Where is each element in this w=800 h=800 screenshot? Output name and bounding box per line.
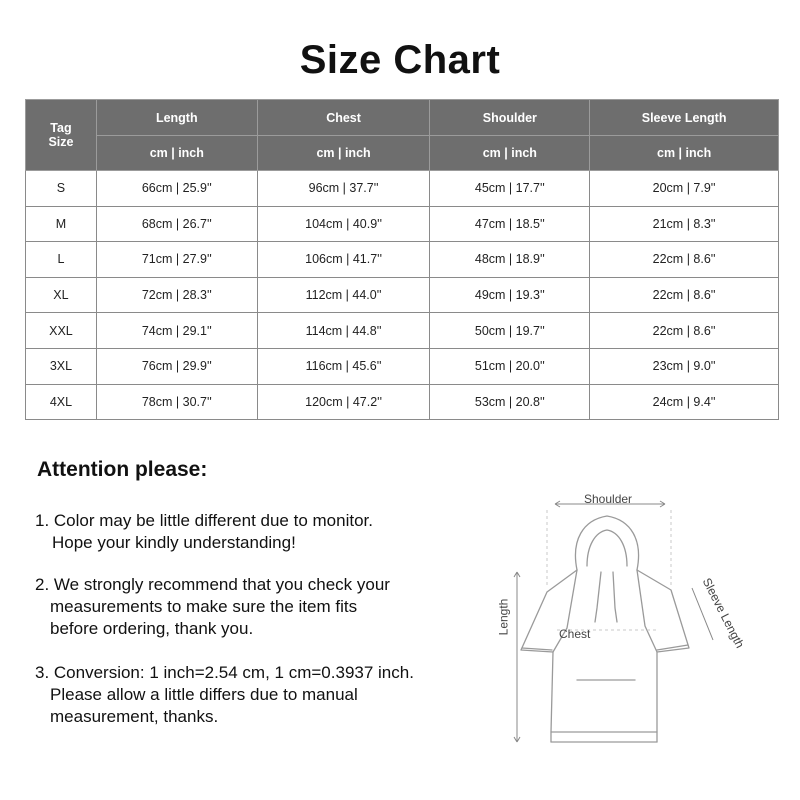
table-cell: 53cm | 20.8'' (430, 384, 590, 420)
note-line: measurements to make sure the item fits (50, 597, 358, 616)
size-cell: L (26, 242, 97, 278)
shoulder-label: Shoulder (584, 492, 633, 506)
table-cell: 72cm | 28.3'' (96, 277, 257, 313)
table-row (26, 277, 779, 313)
table-row (26, 206, 779, 242)
unit-label: cm | inch (590, 136, 779, 171)
table-row (26, 313, 779, 349)
hoodie-measurement-diagram (495, 480, 775, 770)
table-cell: 23cm | 9.0'' (590, 348, 779, 384)
table-row (26, 242, 779, 278)
col-sleeve-header: Sleeve Length (590, 100, 779, 136)
note-line: Hope your kindly understanding! (52, 533, 296, 552)
size-cell: 4XL (26, 384, 97, 420)
table-cell: 106cm | 41.7'' (257, 242, 430, 278)
note-line: Please allow a little differs due to manual (50, 685, 358, 704)
table-cell: 49cm | 19.3'' (430, 277, 590, 313)
table-row (26, 171, 779, 207)
header-row (26, 100, 779, 136)
note-1 (35, 510, 373, 554)
size-cell: XXL (26, 313, 97, 349)
tag-label: Tag (50, 121, 72, 135)
table-cell: 114cm | 44.8'' (257, 313, 430, 349)
size-cell: S (26, 171, 97, 207)
table-cell: 22cm | 8.6'' (590, 242, 779, 278)
table-cell: 112cm | 44.0'' (257, 277, 430, 313)
table-cell: 24cm | 9.4'' (590, 384, 779, 420)
table-cell: 48cm | 18.9'' (430, 242, 590, 278)
table-cell: 76cm | 29.9'' (96, 348, 257, 384)
tag-size-header (26, 100, 97, 171)
table-cell: 50cm | 19.7'' (430, 313, 590, 349)
length-label: Length (496, 598, 511, 636)
unit-label: cm | inch (257, 136, 430, 171)
size-cell: XL (26, 277, 97, 313)
page-title: Size Chart (299, 38, 501, 82)
unit-label: cm | inch (430, 136, 590, 171)
table-cell: 20cm | 7.9'' (590, 171, 779, 207)
chest-label: Chest (559, 627, 591, 641)
col-chest-header: Chest (257, 100, 430, 136)
table-cell: 51cm | 20.0'' (430, 348, 590, 384)
size-cell: 3XL (26, 348, 97, 384)
unit-row (26, 136, 779, 171)
sleeve-length-label: Sleeve Length (699, 575, 748, 651)
size-label: Size (48, 135, 74, 149)
table-cell: 66cm | 25.9'' (96, 171, 257, 207)
attention-title: Attention please: (37, 458, 208, 481)
table-cell: 120cm | 47.2'' (257, 384, 430, 420)
table-cell: 22cm | 8.6'' (590, 313, 779, 349)
note-3 (35, 662, 414, 728)
table-cell: 74cm | 29.1'' (96, 313, 257, 349)
note-2 (35, 574, 390, 640)
note-line: measurement, thanks. (50, 707, 219, 726)
table-cell: 21cm | 8.3'' (590, 206, 779, 242)
note-line: before ordering, thank you. (50, 619, 254, 638)
table-cell: 96cm | 37.7'' (257, 171, 430, 207)
table-cell: 47cm | 18.5'' (430, 206, 590, 242)
size-table (25, 99, 779, 420)
note-line: 2. We strongly recommend that you check your (35, 575, 390, 594)
table-cell: 78cm | 30.7'' (96, 384, 257, 420)
table-row (26, 348, 779, 384)
table-cell: 22cm | 8.6'' (590, 277, 779, 313)
table-cell: 116cm | 45.6'' (257, 348, 430, 384)
table-cell: 45cm | 17.7'' (430, 171, 590, 207)
table-cell: 68cm | 26.7'' (96, 206, 257, 242)
table-cell: 104cm | 40.9'' (257, 206, 430, 242)
col-shoulder-header: Shoulder (430, 100, 590, 136)
unit-label: cm | inch (96, 136, 257, 171)
table-row (26, 384, 779, 420)
note-line: 1. Color may be little different due to monitor. (35, 511, 373, 530)
table-cell: 71cm | 27.9'' (96, 242, 257, 278)
note-line: 3. Conversion: 1 inch=2.54 cm, 1 cm=0.3937 inch. (35, 663, 414, 682)
size-cell: M (26, 206, 97, 242)
col-length-header: Length (96, 100, 257, 136)
